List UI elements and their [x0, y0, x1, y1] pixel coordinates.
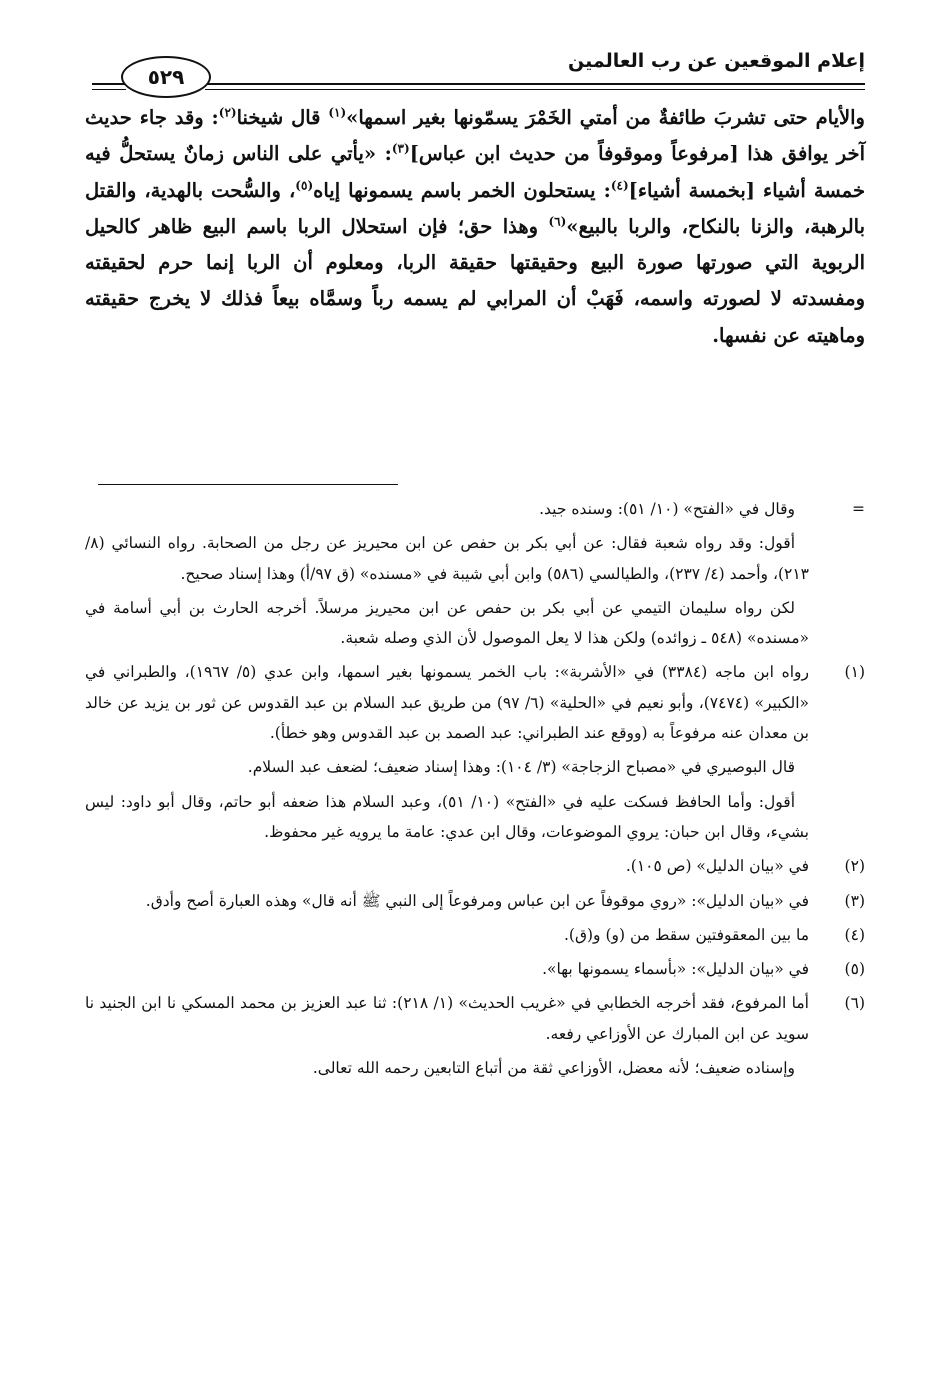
header-rule	[92, 89, 126, 90]
footnote-ref[interactable]: (٦)	[548, 214, 567, 229]
footnote-paragraph: في «بيان الدليل»: «روي موقوفاً عن ابن عباس ومرفوعاً إلى النبي ﷺ أنه قال» وهذه العبارة أصح وأدق.	[145, 891, 809, 910]
footnote-paragraph: أقول: وقد رواه شعبة فقال: عن أبي بكر بن حفص عن ابن محيريز عن رجل من الصحابة. رواه النسائي (٨/ ٢١٣)، وأحمد (٤/ ٢٣٧)، والطيالسي (٥٨٦) وابن أبي شيبة في «مسنده» (ق ٩٧/أ) وهذا إسناد صحيح.	[85, 534, 809, 583]
text-segment: وهذا حق؛ فإن استحلال الربا باسم البيع ظاهر كالحيل الربوية التي صورتها صورة البيع وحقيقتها حقيقة الربا، ومعلوم أن الربا إنما حرم لحقيقته ومفسدته لا لصورته واسمه، فَهَبْ أن المرابي لم يسمه رباً وسمَّاه بيعاً فذلك لا يخرج حقيقته وماهيته عن نفسها.	[85, 214, 865, 347]
footnote-paragraph: في «بيان الدليل»: «بأسماء يسمونها بها».	[542, 960, 809, 979]
footnotes	[85, 494, 865, 1087]
header-rule	[205, 83, 865, 85]
footnote-ref[interactable]: (١)	[328, 105, 347, 120]
footnote-ref[interactable]: (٣)	[391, 141, 410, 156]
footnote-paragraph: وإسناده ضعيف؛ لأنه معضل، الأوزاعي ثقة من أتباع التابعين رحمه الله تعالى.	[312, 1059, 795, 1078]
footnote-paragraph: رواه ابن ماجه (٣٣٨٤) في «الأشربة»: باب الخمر يسمونها بغير اسمها، وابن عدي (٥/ ١٩٦٧)، والطبراني في «الكبير» (٧٤٧٤)، وأبو نعيم في «الحلية» (٦/ ٩٧) من طريق عبد السلام بن عبد القدوس عن ثور بن يزيد عن خالد بن معدان عنه مرفوعاً به (ووقع عند الطبراني: عبد الصمد بن عبد القدوس وهو خطأ).	[85, 663, 809, 743]
footnote-paragraph: أقول: وأما الحافظ فسكت عليه في «الفتح» (١٠/ ٥١)، وعبد السلام هذا ضعفه أبو حاتم، وقال أبو داود: ليس بشيء، وقال ابن حبان: يروي الموضوعات، وقال ابن عدي: عامة ما يرويه غير محفوظ.	[85, 792, 809, 841]
footnote-1	[85, 657, 865, 847]
text-segment: : وقد جاء حديث آخر يوافق هذا [مرفوعاً وموقوفاً من حديث ابن عباس]	[85, 106, 865, 166]
footnote-continuation	[85, 494, 865, 653]
footnote-paragraph: لكن رواه سليمان التيمي عن أبي بكر بن حفص عن ابن محيريز مرسلاً. أخرجه الحارث بن أبي أسامة في «مسنده» (٥٤٨ ـ زوائده) ولكن هذا لا يعل الموصول لأن الذي وصله شعبة.	[85, 598, 809, 648]
text-segment: : يستحلون الخمر باسم يسمونها إياه	[313, 178, 611, 202]
running-header-title: إعلام الموقعين عن رب العالمين	[568, 50, 865, 72]
text-segment: : «يأتي على الناس زمانٌ يستحلُّ فيه خمسة أشياء [بخمسة أشياء]	[85, 142, 865, 202]
footnote-ref[interactable]: (٥)	[295, 178, 314, 193]
text-segment: والأيام حتى تشربَ طائفةٌ من أمتي الخَمْرَ يسمّونها بغير اسمها»	[346, 106, 865, 129]
footnote-paragraph: قال البوصيري في «مصباح الزجاجة» (٣/ ١٠٤): وهذا إسناد ضعيف؛ لضعف عبد السلام.	[247, 758, 795, 777]
footnote-paragraph: ما بين المعقوفتين سقط من (و) و(ق).	[563, 925, 809, 944]
footnote-separator	[98, 484, 398, 485]
footnote-2	[85, 851, 865, 881]
footnote-marker: (٢)	[844, 857, 865, 876]
footnote-paragraph: وقال في «الفتح» (١٠/ ٥١): وسنده جيد.	[539, 500, 795, 518]
footnote-paragraph: في «بيان الدليل» (ص ١٠٥).	[625, 857, 809, 876]
footnote-6	[85, 988, 865, 1083]
footnote-4	[85, 920, 865, 950]
footnote-marker: (٥)	[844, 960, 865, 979]
footnote-ref[interactable]: (٢)	[218, 105, 237, 120]
footnote-marker: (٣)	[844, 891, 865, 910]
footnote-paragraph: أما المرفوع، فقد أخرجه الخطابي في «غريب الحديث» (١/ ٢١٨): ثنا عبد العزيز بن محمد المسكي نا ابن الجنيد نا سويد عن ابن المبارك عن الأوزاعي رفعه.	[85, 994, 809, 1043]
footnote-3	[85, 886, 865, 916]
text-segment: قال شيخنا	[236, 106, 329, 129]
footnote-5	[85, 954, 865, 984]
footnote-marker: (٤)	[844, 925, 865, 944]
page-number-badge	[121, 56, 211, 98]
page-number: ٥٢٩	[147, 65, 185, 89]
header-rule	[205, 89, 865, 90]
continuation-marker: =	[852, 500, 865, 518]
header-rule	[92, 83, 126, 85]
footnote-marker: (٦)	[844, 994, 865, 1013]
text-segment: ، والسُّحت بالهدية، والقتل بالرهبة، والزنا بالنكاح، والربا بالبيع»	[85, 178, 866, 238]
footnote-ref[interactable]: (٤)	[610, 178, 629, 193]
main-text	[85, 100, 865, 354]
footnote-marker: (١)	[844, 663, 865, 682]
